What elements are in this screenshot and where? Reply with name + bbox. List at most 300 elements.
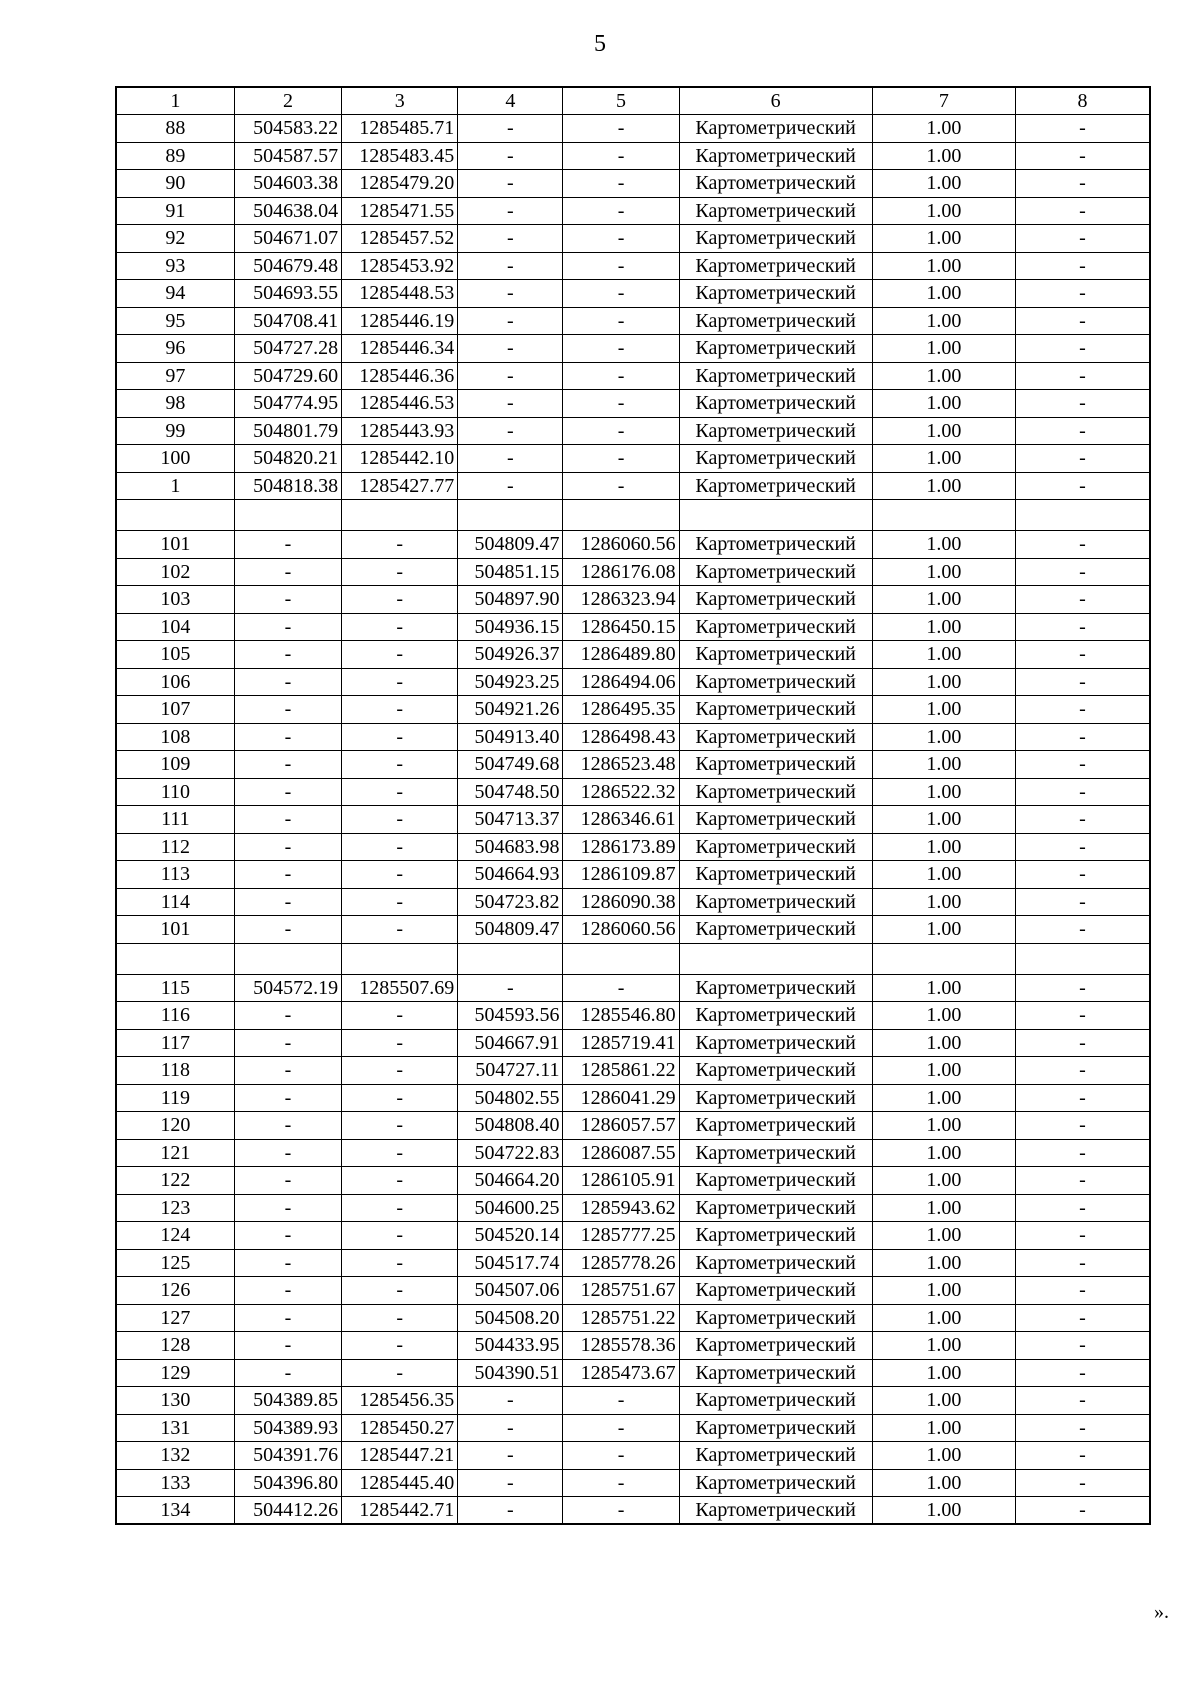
table-cell: 504727.11 <box>458 1057 563 1085</box>
table-cell: 504603.38 <box>234 170 341 198</box>
table-cell: Картометрический <box>679 1277 872 1305</box>
table-cell: Картометрический <box>679 1029 872 1057</box>
table-cell <box>458 943 563 974</box>
table-cell: 1286489.80 <box>563 641 679 669</box>
table-cell: 1285446.34 <box>342 335 458 363</box>
table-cell: - <box>1015 1112 1150 1140</box>
table-cell: 1.00 <box>872 1057 1015 1085</box>
table-cell: 1285442.71 <box>342 1497 458 1525</box>
table-cell: 1.00 <box>872 1029 1015 1057</box>
table-cell: 1.00 <box>872 1332 1015 1360</box>
table-cell <box>458 500 563 531</box>
table-cell: - <box>1015 1167 1150 1195</box>
table-cell: - <box>458 362 563 390</box>
closing-quote-mark: ». <box>1154 1601 1169 1623</box>
table-cell: Картометрический <box>679 390 872 418</box>
table-row <box>116 696 1150 724</box>
table-cell: - <box>342 833 458 861</box>
table-cell: 95 <box>116 307 234 335</box>
table-cell: - <box>234 1029 341 1057</box>
header-cell: 5 <box>563 87 679 115</box>
table-cell: - <box>342 1277 458 1305</box>
table-cell: 504664.93 <box>458 861 563 889</box>
table-cell: 504508.20 <box>458 1304 563 1332</box>
table-cell: - <box>458 1469 563 1497</box>
table-row <box>116 1249 1150 1277</box>
table-cell: 504600.25 <box>458 1194 563 1222</box>
table-cell: - <box>234 861 341 889</box>
table-cell: 1285427.77 <box>342 472 458 500</box>
table-cell: 504517.74 <box>458 1249 563 1277</box>
table-cell: - <box>234 1139 341 1167</box>
table-cell: 109 <box>116 751 234 779</box>
table-row <box>116 861 1150 889</box>
table-cell: - <box>342 1084 458 1112</box>
table-cell: 1.00 <box>872 696 1015 724</box>
table-cell <box>872 943 1015 974</box>
table-cell: 504820.21 <box>234 445 341 473</box>
table-cell: 99 <box>116 417 234 445</box>
table-cell: 1285445.40 <box>342 1469 458 1497</box>
table-cell: 1286105.91 <box>563 1167 679 1195</box>
table-row <box>116 641 1150 669</box>
table-cell: - <box>1015 1414 1150 1442</box>
table-cell: - <box>563 472 679 500</box>
table-cell <box>872 500 1015 531</box>
table-cell: - <box>342 861 458 889</box>
table-cell: - <box>563 280 679 308</box>
table-cell: 131 <box>116 1414 234 1442</box>
table-cell: Картометрический <box>679 225 872 253</box>
table-row <box>116 1112 1150 1140</box>
header-cell: 7 <box>872 87 1015 115</box>
table-cell: - <box>342 1304 458 1332</box>
table-cell: 108 <box>116 723 234 751</box>
table-cell: - <box>342 1139 458 1167</box>
table-cell: - <box>1015 362 1150 390</box>
table-cell: 1.00 <box>872 362 1015 390</box>
table-cell: - <box>1015 1249 1150 1277</box>
table-cell: - <box>563 390 679 418</box>
table-cell: - <box>234 668 341 696</box>
table-cell: 1.00 <box>872 1167 1015 1195</box>
table-cell: Картометрический <box>679 1332 872 1360</box>
table-cell: Картометрический <box>679 252 872 280</box>
table-cell: 1286494.06 <box>563 668 679 696</box>
table-cell: - <box>1015 696 1150 724</box>
table-cell: - <box>342 1359 458 1387</box>
table-cell: - <box>563 1387 679 1415</box>
table-cell: - <box>458 170 563 198</box>
table-cell: Картометрический <box>679 307 872 335</box>
table-separator-row <box>116 500 1150 531</box>
table-cell: 1285578.36 <box>563 1332 679 1360</box>
table-cell: 504520.14 <box>458 1222 563 1250</box>
header-cell: 8 <box>1015 87 1150 115</box>
table-cell: 1.00 <box>872 170 1015 198</box>
table-cell: 127 <box>116 1304 234 1332</box>
table-row <box>116 1029 1150 1057</box>
table-cell: 1286523.48 <box>563 751 679 779</box>
table-cell: Картометрический <box>679 115 872 143</box>
table-row <box>116 115 1150 143</box>
table-cell: 1.00 <box>872 1277 1015 1305</box>
table-cell: 1286060.56 <box>563 916 679 944</box>
table-cell: - <box>563 1497 679 1525</box>
table-cell: - <box>342 531 458 559</box>
table-cell: 1.00 <box>872 1304 1015 1332</box>
table-row <box>116 445 1150 473</box>
table-cell: 1285546.80 <box>563 1002 679 1030</box>
table-cell: - <box>458 307 563 335</box>
table-cell: 504683.98 <box>458 833 563 861</box>
table-cell <box>234 943 341 974</box>
header-cell: 3 <box>342 87 458 115</box>
table-cell: - <box>563 1414 679 1442</box>
table-row <box>116 531 1150 559</box>
table-cell: 1285456.35 <box>342 1387 458 1415</box>
table-cell: 1285443.93 <box>342 417 458 445</box>
table-cell: 1.00 <box>872 335 1015 363</box>
table-cell: 504593.56 <box>458 1002 563 1030</box>
table-cell: 504638.04 <box>234 197 341 225</box>
table-cell: 1286498.43 <box>563 723 679 751</box>
table-cell: 504390.51 <box>458 1359 563 1387</box>
table-row <box>116 225 1150 253</box>
table-cell: Картометрический <box>679 1414 872 1442</box>
table-cell: - <box>342 806 458 834</box>
table-cell: - <box>342 696 458 724</box>
table-cell: Картометрический <box>679 751 872 779</box>
table-cell: - <box>563 1469 679 1497</box>
table-cell: - <box>1015 1002 1150 1030</box>
table-cell: Картометрический <box>679 1497 872 1525</box>
table-cell: 504412.26 <box>234 1497 341 1525</box>
table-cell: - <box>563 115 679 143</box>
table-row <box>116 723 1150 751</box>
table-cell: - <box>1015 1277 1150 1305</box>
table-cell: 504748.50 <box>458 778 563 806</box>
table-cell: Картометрический <box>679 1112 872 1140</box>
table-cell: - <box>458 115 563 143</box>
header-cell: 2 <box>234 87 341 115</box>
table-cell: - <box>1015 641 1150 669</box>
table-body <box>116 87 1150 1524</box>
table-cell: 1.00 <box>872 1112 1015 1140</box>
table-cell: 504507.06 <box>458 1277 563 1305</box>
table-cell: 1.00 <box>872 390 1015 418</box>
table-cell: Картометрический <box>679 1469 872 1497</box>
table-cell: - <box>1015 1469 1150 1497</box>
table-cell: 98 <box>116 390 234 418</box>
table-cell: 92 <box>116 225 234 253</box>
table-cell: - <box>1015 613 1150 641</box>
table-cell: 112 <box>116 833 234 861</box>
table-cell: 504389.85 <box>234 1387 341 1415</box>
table-cell: - <box>563 252 679 280</box>
table-row <box>116 586 1150 614</box>
table-cell: 1.00 <box>872 417 1015 445</box>
table-cell: Картометрический <box>679 1442 872 1470</box>
table-cell: 1285485.71 <box>342 115 458 143</box>
table-cell: - <box>234 1249 341 1277</box>
table-row <box>116 1359 1150 1387</box>
table-cell: - <box>234 1277 341 1305</box>
table-cell: - <box>1015 1194 1150 1222</box>
table-cell: 1285719.41 <box>563 1029 679 1057</box>
table-cell: 1286090.38 <box>563 888 679 916</box>
table-cell: 504774.95 <box>234 390 341 418</box>
table-row <box>116 1222 1150 1250</box>
table-cell: - <box>234 1057 341 1085</box>
table-cell: - <box>1015 225 1150 253</box>
table-cell: - <box>563 197 679 225</box>
table-cell: 1285457.52 <box>342 225 458 253</box>
table-cell: - <box>234 833 341 861</box>
table-cell: 1.00 <box>872 916 1015 944</box>
table-cell: 1.00 <box>872 641 1015 669</box>
table-cell: 1 <box>116 472 234 500</box>
table-cell: - <box>1015 806 1150 834</box>
table-cell: 504808.40 <box>458 1112 563 1140</box>
table-cell: 1285448.53 <box>342 280 458 308</box>
table-cell: - <box>458 974 563 1002</box>
table-cell: - <box>458 1442 563 1470</box>
table-cell: - <box>342 1057 458 1085</box>
table-cell: - <box>1015 723 1150 751</box>
table-row <box>116 806 1150 834</box>
table-cell: 504708.41 <box>234 307 341 335</box>
table-cell: - <box>234 723 341 751</box>
table-cell: - <box>1015 1304 1150 1332</box>
table-cell: - <box>342 668 458 696</box>
table-cell: - <box>342 558 458 586</box>
table-cell: 504727.28 <box>234 335 341 363</box>
table-cell: 1.00 <box>872 225 1015 253</box>
table-cell: 1.00 <box>872 1084 1015 1112</box>
table-cell: 1286450.15 <box>563 613 679 641</box>
table-cell <box>234 500 341 531</box>
table-cell: 1285777.25 <box>563 1222 679 1250</box>
table-cell: 1.00 <box>872 115 1015 143</box>
table-cell: 119 <box>116 1084 234 1112</box>
table-cell: 504936.15 <box>458 613 563 641</box>
table-cell: 1286057.57 <box>563 1112 679 1140</box>
table-cell: 1286087.55 <box>563 1139 679 1167</box>
table-cell: 1.00 <box>872 1249 1015 1277</box>
table-cell: 1285446.53 <box>342 390 458 418</box>
table-cell: 1285751.67 <box>563 1277 679 1305</box>
table-cell: 115 <box>116 974 234 1002</box>
table-cell: 114 <box>116 888 234 916</box>
table-cell: 504818.38 <box>234 472 341 500</box>
header-cell: 1 <box>116 87 234 115</box>
table-cell: 504664.20 <box>458 1167 563 1195</box>
table-cell: 90 <box>116 170 234 198</box>
table-row <box>116 558 1150 586</box>
table-cell: 504923.25 <box>458 668 563 696</box>
table-cell: 100 <box>116 445 234 473</box>
table-cell: - <box>234 1112 341 1140</box>
header-cell: 6 <box>679 87 872 115</box>
table-cell: Картометрический <box>679 472 872 500</box>
table-cell: 120 <box>116 1112 234 1140</box>
table-row <box>116 1277 1150 1305</box>
table-cell: - <box>563 974 679 1002</box>
table-cell: 504913.40 <box>458 723 563 751</box>
table-cell: - <box>234 696 341 724</box>
table-cell: 1.00 <box>872 1194 1015 1222</box>
table-cell: 1.00 <box>872 1442 1015 1470</box>
table-cell: - <box>458 1497 563 1525</box>
table-cell: Картометрический <box>679 445 872 473</box>
table-cell: 128 <box>116 1332 234 1360</box>
table-cell: - <box>1015 252 1150 280</box>
table-cell: 126 <box>116 1277 234 1305</box>
table-cell: 504396.80 <box>234 1469 341 1497</box>
table-cell: Картометрический <box>679 778 872 806</box>
table-row <box>116 613 1150 641</box>
table-cell: Картометрический <box>679 1222 872 1250</box>
table-cell: 1.00 <box>872 806 1015 834</box>
table-cell: Картометрический <box>679 531 872 559</box>
table-cell: - <box>234 888 341 916</box>
table-cell: - <box>1015 1029 1150 1057</box>
table-cell: 1285446.19 <box>342 307 458 335</box>
table-cell: - <box>234 613 341 641</box>
table-cell: - <box>1015 1359 1150 1387</box>
table-cell <box>563 943 679 974</box>
table-cell: Картометрический <box>679 280 872 308</box>
table-cell: - <box>563 362 679 390</box>
table-row <box>116 335 1150 363</box>
table-row <box>116 417 1150 445</box>
table-cell: 1285943.62 <box>563 1194 679 1222</box>
table-cell: 117 <box>116 1029 234 1057</box>
table-cell: Картометрический <box>679 641 872 669</box>
table-cell: - <box>563 1442 679 1470</box>
table-cell: 97 <box>116 362 234 390</box>
table-cell: Картометрический <box>679 833 872 861</box>
table-cell: 1.00 <box>872 472 1015 500</box>
table-row <box>116 472 1150 500</box>
table-cell: 1.00 <box>872 1469 1015 1497</box>
table-cell: 1286173.89 <box>563 833 679 861</box>
table-cell: 1.00 <box>872 974 1015 1002</box>
table-cell: - <box>1015 1139 1150 1167</box>
table-cell: - <box>342 1002 458 1030</box>
table-cell <box>563 500 679 531</box>
table-cell: 94 <box>116 280 234 308</box>
table-cell: - <box>342 1332 458 1360</box>
table-cell: 103 <box>116 586 234 614</box>
table-cell: 504587.57 <box>234 142 341 170</box>
table-cell: 504809.47 <box>458 916 563 944</box>
table-cell: - <box>1015 1057 1150 1085</box>
table-cell: 96 <box>116 335 234 363</box>
table-cell: 1286176.08 <box>563 558 679 586</box>
table-cell: - <box>1015 142 1150 170</box>
table-cell <box>679 943 872 974</box>
table-cell: Картометрический <box>679 142 872 170</box>
table-cell: 132 <box>116 1442 234 1470</box>
table-cell: 504671.07 <box>234 225 341 253</box>
table-cell: 116 <box>116 1002 234 1030</box>
table-cell: - <box>342 1194 458 1222</box>
table-cell: Картометрический <box>679 861 872 889</box>
table-cell: Картометрический <box>679 1139 872 1167</box>
table-cell: - <box>1015 335 1150 363</box>
table-cell: - <box>458 197 563 225</box>
table-cell: 1285861.22 <box>563 1057 679 1085</box>
table-cell: 133 <box>116 1469 234 1497</box>
table-cell: 1.00 <box>872 1414 1015 1442</box>
table-cell: - <box>1015 1497 1150 1525</box>
table-separator-row <box>116 943 1150 974</box>
table-cell: 1.00 <box>872 861 1015 889</box>
table-row <box>116 1002 1150 1030</box>
table-cell: 1286041.29 <box>563 1084 679 1112</box>
table-cell: 504723.82 <box>458 888 563 916</box>
table-row <box>116 1057 1150 1085</box>
table-cell: Картометрический <box>679 613 872 641</box>
table-cell: - <box>563 445 679 473</box>
table-row <box>116 307 1150 335</box>
table-cell: - <box>234 1167 341 1195</box>
table-cell: 1.00 <box>872 586 1015 614</box>
table-cell: 121 <box>116 1139 234 1167</box>
table-cell: 1286495.35 <box>563 696 679 724</box>
table-row <box>116 252 1150 280</box>
table-cell: - <box>458 445 563 473</box>
table-row <box>116 974 1150 1002</box>
table-cell: 1286323.94 <box>563 586 679 614</box>
table-cell: - <box>563 142 679 170</box>
table-cell: - <box>342 1167 458 1195</box>
table-cell: - <box>1015 445 1150 473</box>
table-cell: 101 <box>116 916 234 944</box>
table-cell: Картометрический <box>679 723 872 751</box>
table-cell: 504802.55 <box>458 1084 563 1112</box>
table-cell: 124 <box>116 1222 234 1250</box>
table-cell: - <box>1015 390 1150 418</box>
table-cell: - <box>1015 1084 1150 1112</box>
table-cell: - <box>1015 170 1150 198</box>
table-cell: 1285483.45 <box>342 142 458 170</box>
table-row <box>116 1469 1150 1497</box>
table-cell: 504729.60 <box>234 362 341 390</box>
table-cell: 130 <box>116 1387 234 1415</box>
table-row <box>116 1194 1150 1222</box>
table-cell: 504722.83 <box>458 1139 563 1167</box>
table-row <box>116 362 1150 390</box>
table-cell: 1.00 <box>872 280 1015 308</box>
table-cell <box>116 500 234 531</box>
table-cell: 1285751.22 <box>563 1304 679 1332</box>
table-cell: - <box>1015 307 1150 335</box>
table-cell: - <box>1015 586 1150 614</box>
table-cell: - <box>1015 751 1150 779</box>
table-cell: - <box>458 1414 563 1442</box>
table-cell: 104 <box>116 613 234 641</box>
table-cell: Картометрический <box>679 362 872 390</box>
table-cell: - <box>563 307 679 335</box>
table-cell: - <box>1015 861 1150 889</box>
table-row <box>116 751 1150 779</box>
table-cell: Картометрический <box>679 1387 872 1415</box>
table-cell: - <box>1015 1387 1150 1415</box>
table-cell: - <box>458 417 563 445</box>
